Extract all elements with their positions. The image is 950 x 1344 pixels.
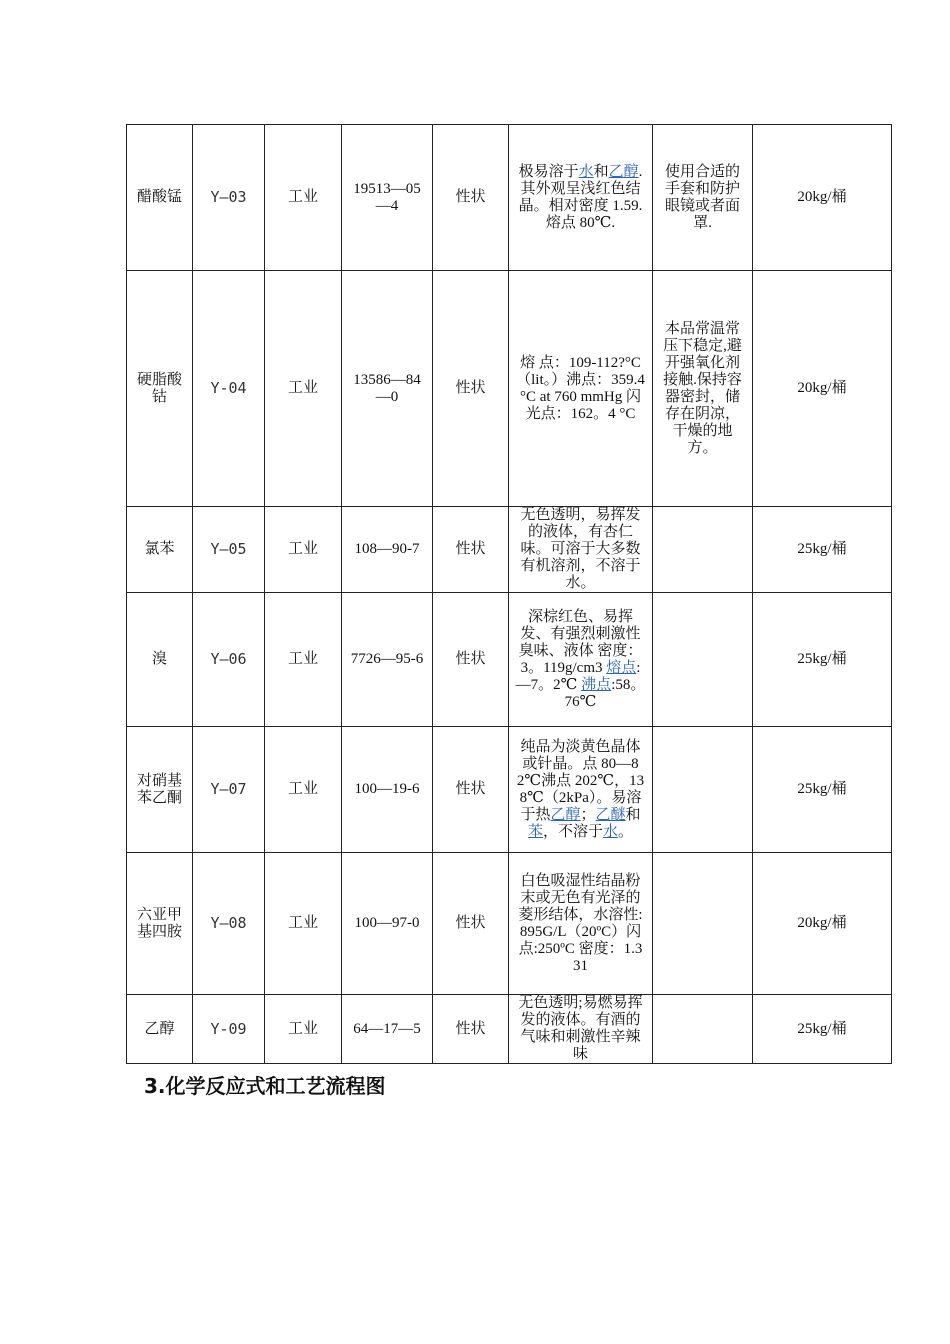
description-text: 和: [625, 806, 641, 823]
safety-cell: [653, 593, 753, 727]
description-cell: [509, 507, 653, 593]
description-link[interactable]: 沸点: [581, 676, 612, 693]
description-text: 。: [618, 823, 634, 840]
safety-cell: 使用合适的手套和防护眼镜或者面罩.: [653, 125, 753, 271]
packaging-cell: 25kg/桶: [753, 995, 892, 1064]
section-heading: 3.化学反应式和工艺流程图: [144, 1074, 386, 1098]
table-row: [127, 125, 892, 271]
description-text: 白色吸湿性结晶粉末或无色有光泽的菱形结体，水溶性:895G/L（20ºC）闪点:250ºC 密度：1.331: [518, 872, 643, 974]
code-cell: Y—08: [193, 853, 265, 995]
cas-number-cell: 64—17—5: [342, 995, 433, 1064]
property-cell: 性状: [433, 853, 509, 995]
description-text: 纯品为淡黄色晶体或针晶。点 80—82℃沸点 202℃，138℃（2kPa）。易溶于热: [516, 738, 645, 823]
grade-cell: 工业: [265, 271, 342, 507]
description-link[interactable]: 乙醚: [595, 806, 626, 823]
property-cell: 性状: [433, 271, 509, 507]
table-row: [127, 507, 892, 593]
table-row: [127, 593, 892, 727]
packaging-cell: 25kg/桶: [753, 593, 892, 727]
cas-number-cell: 7726—95-6: [342, 593, 433, 727]
cas-number-cell: 108—90-7: [342, 507, 433, 593]
property-cell: 性状: [433, 593, 509, 727]
description-link[interactable]: 苯: [527, 823, 543, 840]
description-cell: [509, 125, 653, 271]
description-link[interactable]: 水: [603, 823, 619, 840]
grade-cell: 工业: [265, 125, 342, 271]
description-cell: [509, 593, 653, 727]
code-cell: Y-04: [193, 271, 265, 507]
safety-cell: [653, 853, 753, 995]
description-text: 和: [593, 163, 609, 180]
table-row: [127, 271, 892, 507]
property-cell: 性状: [433, 125, 509, 271]
packaging-cell: 20kg/桶: [753, 853, 892, 995]
name-cell: 氯苯: [127, 507, 193, 593]
description-text: 无色透明，易挥发的液体，有杏仁味。可溶于大多数有机溶剂，不溶于水。: [520, 507, 641, 591]
code-cell: Y—03: [193, 125, 265, 271]
grade-cell: 工业: [265, 853, 342, 995]
description-text: :—7。2℃: [515, 659, 641, 693]
code-cell: Y—07: [193, 727, 265, 853]
code-cell: Y—06: [193, 593, 265, 727]
cas-number-cell: 100—97-0: [342, 853, 433, 995]
name-cell: 对硝基苯乙酮: [127, 727, 193, 853]
description-link[interactable]: 乙醇: [608, 163, 639, 180]
cas-number-cell: 100—19-6: [342, 727, 433, 853]
grade-cell: 工业: [265, 507, 342, 593]
description-text: ，不溶于: [542, 823, 603, 840]
property-cell: 性状: [433, 727, 509, 853]
name-cell: 溴: [127, 593, 193, 727]
description-link[interactable]: 水: [578, 163, 594, 180]
grade-cell: 工业: [265, 727, 342, 853]
description-text: 熔 点：109-112?°C（lit。）沸点：359.4 °C at 760 mmHg 闪 光点：162。4 °C: [516, 354, 645, 422]
packaging-cell: 25kg/桶: [753, 507, 892, 593]
description-cell: [509, 853, 653, 995]
grade-cell: 工业: [265, 593, 342, 727]
packaging-cell: 20kg/桶: [753, 271, 892, 507]
code-cell: Y—05: [193, 507, 265, 593]
description-text: 极易溶于: [518, 163, 579, 180]
cas-number-cell: 13586—84—0: [342, 271, 433, 507]
name-cell: 六亚甲基四胺: [127, 853, 193, 995]
property-cell: 性状: [433, 995, 509, 1064]
name-cell: 乙醇: [127, 995, 193, 1064]
property-cell: 性状: [433, 507, 509, 593]
packaging-cell: 20kg/桶: [753, 125, 892, 271]
table-row: [127, 727, 892, 853]
description-link[interactable]: 乙醇: [550, 806, 581, 823]
description-text: :58。76℃: [564, 676, 646, 710]
safety-cell: [653, 507, 753, 593]
code-cell: Y-09: [193, 995, 265, 1064]
grade-cell: 工业: [265, 995, 342, 1064]
chemical-table: [126, 124, 892, 1064]
safety-cell: [653, 727, 753, 853]
table-row: [127, 995, 892, 1064]
description-text: ；: [580, 806, 596, 823]
safety-cell: 本品常温常压下稳定,避开强氧化剂接触.保持容器密封，储存在阴凉，干燥的地方。: [653, 271, 753, 507]
packaging-cell: 25kg/桶: [753, 727, 892, 853]
safety-cell: [653, 995, 753, 1064]
cas-number-cell: 19513—05—4: [342, 125, 433, 271]
name-cell: 硬脂酸钴: [127, 271, 193, 507]
description-link[interactable]: 熔点: [606, 659, 637, 676]
description-text: 深棕红色、易挥发、有强烈刺激性臭味、液体 密度：3。119g/cm3: [518, 608, 643, 676]
table-row: [127, 853, 892, 995]
description-cell: [509, 271, 653, 507]
name-cell: 醋酸锰: [127, 125, 193, 271]
description-cell: [509, 727, 653, 853]
description-text: .其外观呈浅红色结晶。相对密度 1.59.熔点 80℃.: [518, 163, 643, 231]
description-text: 无色透明;易燃易挥发的液体。有酒的气味和刺激性辛辣味: [518, 995, 643, 1062]
description-cell: [509, 995, 653, 1064]
